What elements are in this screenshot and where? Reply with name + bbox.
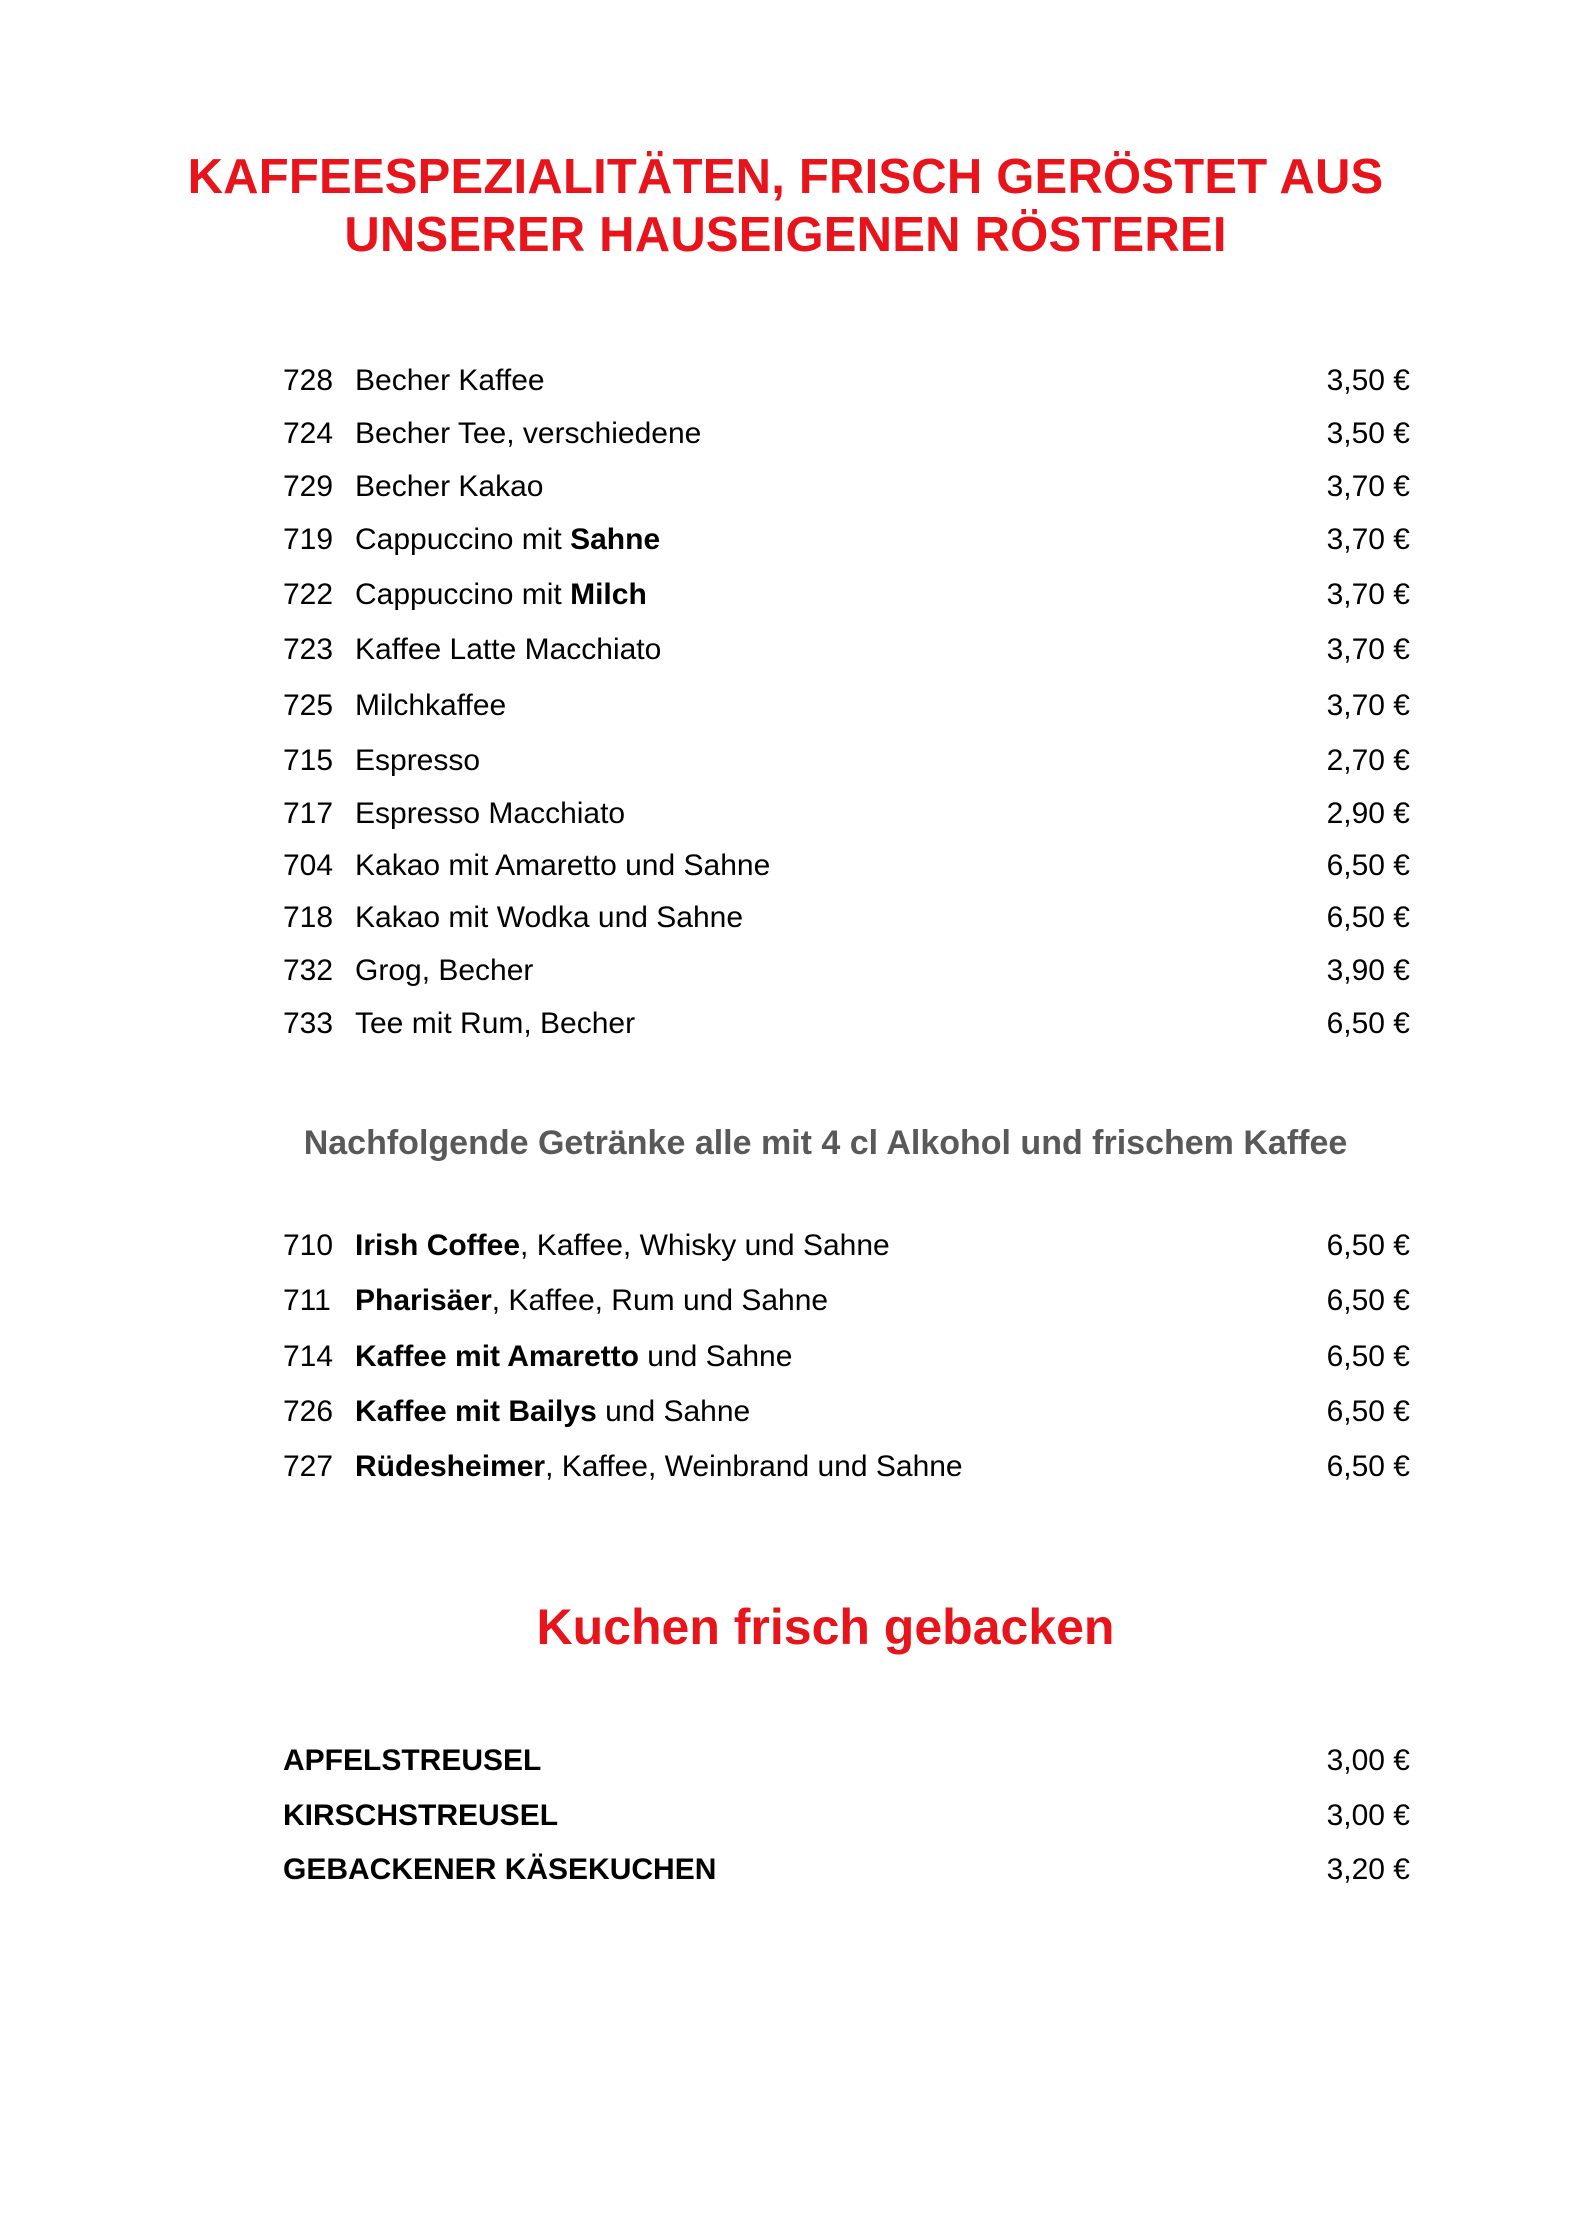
item-name: Kakao mit Amaretto und Sahne: [355, 849, 771, 882]
item-name: Milchkaffee: [355, 689, 507, 722]
item-name: Tee mit Rum, Becher: [355, 1007, 636, 1040]
item-name: Kaffee mit Bailys und Sahne: [355, 1395, 751, 1428]
item-name: Kakao mit Wodka und Sahne: [355, 901, 744, 934]
item-price: 3,70 €: [1326, 470, 1410, 503]
item-price: 6,50 €: [1326, 1007, 1410, 1040]
item-price: 3,70 €: [1326, 578, 1410, 611]
item-number: 704: [283, 849, 334, 882]
menu-item: [283, 951, 1410, 991]
menu-item: [283, 1226, 1410, 1266]
menu-item: [283, 1741, 1410, 1781]
menu-item: [283, 1004, 1410, 1044]
item-number: 728: [283, 364, 334, 397]
item-price: 3,00 €: [1326, 1744, 1410, 1777]
item-name: Kaffee Latte Macchiato: [355, 633, 662, 666]
item-number: 710: [283, 1229, 334, 1262]
menu-item: [283, 1850, 1410, 1890]
item-price: 3,00 €: [1326, 1799, 1410, 1832]
item-number: 714: [283, 1340, 334, 1373]
menu-item: [283, 630, 1410, 670]
item-name: Pharisäer, Kaffee, Rum und Sahne: [355, 1284, 829, 1317]
item-price: 6,50 €: [1326, 1284, 1410, 1317]
item-number: 723: [283, 633, 334, 666]
menu-item: [283, 467, 1410, 507]
page-title-line-2: UNSERER HAUSEIGENEN RÖSTEREI: [344, 208, 1227, 262]
alcohol-section-heading: Nachfolgende Getränke alle mit 4 cl Alkohol und frischem Kaffee: [303, 1124, 1348, 1162]
item-name: Becher Kaffee: [355, 364, 545, 397]
item-name: Cappuccino mit Milch: [355, 578, 647, 611]
item-price: 3,50 €: [1326, 417, 1410, 450]
page-title: [0, 148, 1571, 264]
item-price: 3,70 €: [1326, 689, 1410, 722]
item-price: 3,20 €: [1326, 1853, 1410, 1886]
item-price: 6,50 €: [1326, 901, 1410, 934]
item-price: 6,50 €: [1326, 1450, 1410, 1483]
item-number: 715: [283, 744, 334, 777]
cake-section-heading: Kuchen frisch gebacken: [536, 1599, 1115, 1655]
item-price: 3,70 €: [1326, 633, 1410, 666]
page-title-line-1: KAFFEESPEZIALITÄTEN, FRISCH GERÖSTET AUS: [187, 150, 1384, 204]
item-price: 2,90 €: [1326, 797, 1410, 830]
item-number: 729: [283, 470, 334, 503]
menu-item: [283, 575, 1410, 615]
item-price: 2,70 €: [1326, 744, 1410, 777]
item-name: Becher Kakao: [355, 470, 544, 503]
item-name: Grog, Becher: [355, 954, 534, 987]
item-name: KIRSCHSTREUSEL: [283, 1799, 559, 1832]
item-name: Cappuccino mit Sahne: [355, 523, 661, 556]
item-price: 3,50 €: [1326, 364, 1410, 397]
item-number: 726: [283, 1395, 334, 1428]
menu-item: [283, 1796, 1410, 1836]
menu-item: [283, 1392, 1410, 1432]
item-number: 727: [283, 1450, 334, 1483]
item-name: APFELSTREUSEL: [283, 1744, 542, 1777]
item-number: 719: [283, 523, 334, 556]
menu-item: [283, 1337, 1410, 1377]
item-price: 6,50 €: [1326, 1340, 1410, 1373]
menu-item: [283, 1447, 1410, 1487]
item-number: 717: [283, 797, 334, 830]
menu-item: [283, 794, 1410, 834]
item-price: 3,90 €: [1326, 954, 1410, 987]
item-number: 718: [283, 901, 334, 934]
menu-item: [283, 1281, 1410, 1321]
item-number: 711: [283, 1284, 331, 1317]
menu-item: [283, 361, 1410, 401]
item-name: Espresso: [355, 744, 481, 777]
item-price: 3,70 €: [1326, 523, 1410, 556]
menu-item: [283, 414, 1410, 454]
menu-item: [283, 898, 1410, 938]
item-number: 722: [283, 578, 334, 611]
menu-item: [283, 741, 1410, 781]
item-number: 733: [283, 1007, 334, 1040]
item-number: 724: [283, 417, 334, 450]
item-name: Kaffee mit Amaretto und Sahne: [355, 1340, 793, 1373]
item-number: 725: [283, 689, 334, 722]
item-name: Espresso Macchiato: [355, 797, 626, 830]
item-name: Irish Coffee, Kaffee, Whisky und Sahne: [355, 1229, 890, 1262]
item-price: 6,50 €: [1326, 1395, 1410, 1428]
menu-item: [283, 520, 1410, 560]
item-name: Becher Tee, verschiedene: [355, 417, 702, 450]
item-name: Rüdesheimer, Kaffee, Weinbrand und Sahne: [355, 1450, 963, 1483]
item-price: 6,50 €: [1326, 849, 1410, 882]
item-price: 6,50 €: [1326, 1229, 1410, 1262]
item-number: 732: [283, 954, 334, 987]
item-name: GEBACKENER KÄSEKUCHEN: [283, 1853, 717, 1886]
menu-item: [283, 686, 1410, 726]
menu-item: [283, 846, 1410, 886]
